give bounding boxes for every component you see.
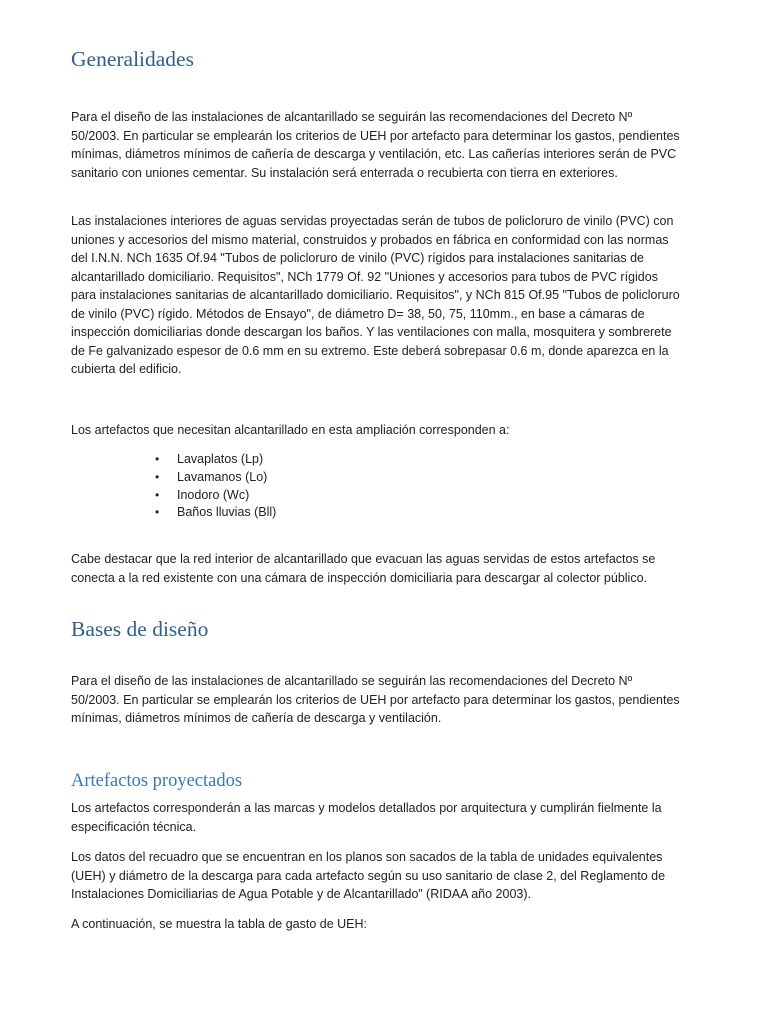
paragraph-artefactos-intro: Los artefactos que necesitan alcantarillado en esta ampliación corresponden a: — [71, 423, 510, 437]
heading-bases-de-diseno: Bases de diseño — [71, 617, 209, 641]
paragraph-generalidades-2: Las instalaciones interiores de aguas servidas proyectadas serán de tubos de policloruro de vinilo (PVC) con uniones y accesorios del mismo material, construidos y probados en fábrica en conformidad con las normas del I.N.N. NCh 1635 Of.94 "Tubos de policloruro de vinilo (PVC) rígidos para instalaciones sanitarias de alcantarillado domiciliario. Requisitos", NCh 1779 Of. 92 "Uniones y accesorios para tubos de PVC rígidos para instalaciones sanitarias de alcantarillado domiciliario. Requisitos", y NCh 815 Of.95 "Tubos de policloruro de vinilo (PVC) rígido. Métodos de Ensayo", de diámetro D= 38, 50, 75, 110mm., en base a cámaras de inspección domiciliarias donde descargan los baños. Y las ventilaciones con malla, mosquitera y sombrerete de Fe galvanizado espesor de 0.6 mm en su extremo. Este deberá sobrepasar 0.6 m, donde aparezca en la cubierta del edificio. — [71, 214, 680, 376]
paragraph-generalidades-1: Para el diseño de las instalaciones de alcantarillado se seguirán las recomendaciones del Decreto Nº 50/2003. En particular se emplearán los criterios de UEH por artefacto para determinar los gastos, pendientes mínimas, diámetros mínimos de cañería de descarga y ventilación, etc. Las cañerías interiores serán de PVC sanitario con uniones cementar. Su instalación será enterrada o recubierta con tierra en exteriores. — [71, 110, 680, 180]
list-item-label: Lavaplatos (Lp) — [177, 452, 264, 466]
bullet-icon: • — [155, 487, 160, 502]
bullet-icon: • — [155, 452, 160, 466]
paragraph-red-interior: Cabe destacar que la red interior de alcantarillado que evacuan las aguas servidas de estos artefactos se conecta a la red existente con una cámara de inspección domiciliaria para descargar al colector público. — [71, 552, 656, 585]
bullet-icon: • — [155, 469, 160, 484]
paragraph-artefactos-1: Los artefactos corresponderán a las marcas y modelos detallados por arquitectura y cumplirán fielmente la especificación técnica. — [71, 801, 662, 834]
list-item — [155, 451, 276, 469]
list-item-label: Lavamanos (Lo) — [177, 469, 268, 484]
paragraph-artefactos-2: Los datos del recuadro que se encuentran en los planos son sacados de la tabla de unidades equivalentes (UEH) y diámetro de la descarga para cada artefacto según su uso sanitario de clase 2, del Reglamento de Instalaciones Domiciliarias de Agua Potable y de Alcantarillado” (RIDAA año 2003). — [71, 850, 666, 901]
artefactos-list — [155, 451, 276, 522]
list-item — [155, 504, 276, 522]
list-item-label: Baños lluvias (Bll) — [177, 505, 277, 520]
bullet-icon: • — [155, 505, 160, 520]
paragraph-artefactos-3: A continuación, se muestra la tabla de gasto de UEH: — [71, 917, 368, 931]
paragraph-bases-1: Para el diseño de las instalaciones de alcantarillado se seguirán las recomendaciones del Decreto Nº 50/2003. En particular se emplearán los criterios de UEH por artefacto para determinar los gastos, pendientes mínimas, diámetros mínimos de cañería de descarga y ventilación. — [71, 674, 680, 725]
heading-artefactos-proyectados: Artefactos proyectados — [71, 771, 243, 791]
list-item — [155, 487, 276, 505]
list-item-label: Inodoro (Wc) — [177, 487, 250, 502]
heading-generalidades: Generalidades — [71, 47, 194, 71]
list-item — [155, 469, 276, 487]
